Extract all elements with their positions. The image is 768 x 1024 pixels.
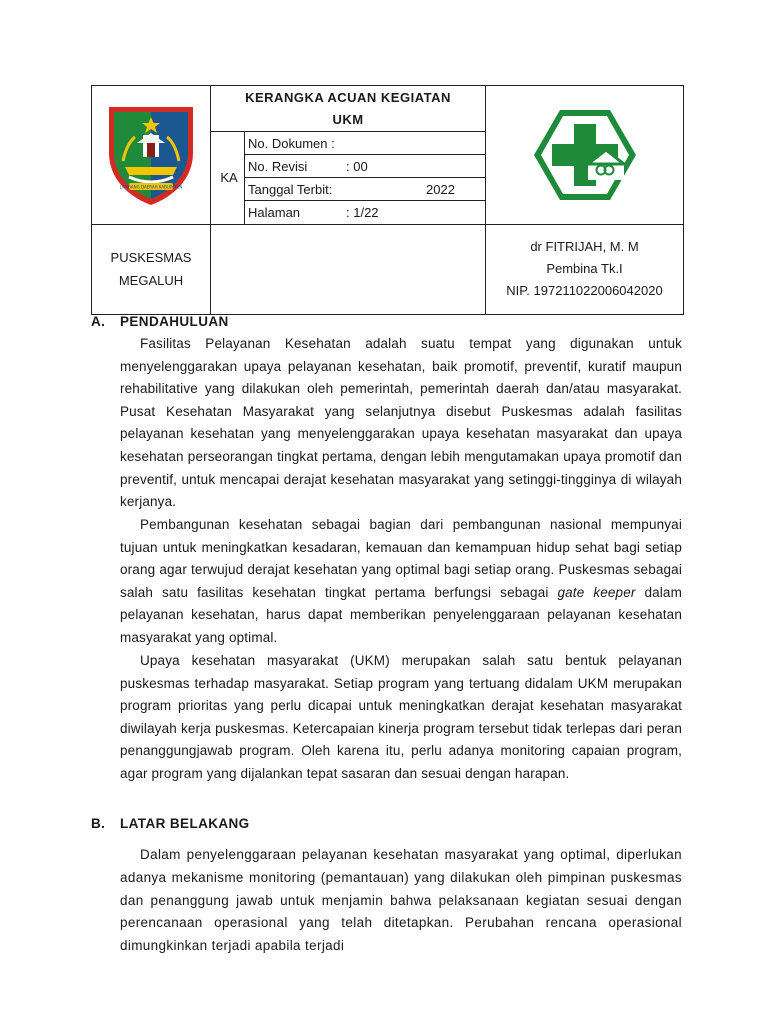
section-a-paragraph-1: Fasilitas Pelayanan Kesehatan adalah suatu tempat yang digunakan untuk menyelenggarakan upaya pelayanan kesehatan, baik promotif, preventif, kuratif maupun rehabilitative yang dilakukan oleh pemerintah, pemerintah daerah dan/atau masyarakat. Pusat Kesehatan Masyarakat yang selanjutnya disebut Puskesmas adalah fasilitas pelayanan kesehatan yang menyelenggarakan upaya kesehatan masyarakat dan upaya kesehatan perseorangan tingkat pertama, dengan lebih mengutamakan upaya promotif dan preventif, untuk mencapai derajat kesehatan masyarakat yang setinggi-tingginya di wilayah kerjanya.: [120, 336, 682, 510]
organization-name-line2: MEGALUH: [118, 273, 184, 289]
signatory-name: dr FITRIJAH, M. M: [530, 239, 639, 255]
section-b-heading: B. LATAR BELAKANG: [91, 816, 250, 831]
regency-logo-cell: [92, 86, 211, 225]
emblem-caption: LAMBANG DAERAH KABUPATEN: [119, 184, 183, 190]
empty-cell: [211, 224, 486, 314]
regency-emblem-icon: [103, 103, 199, 207]
meta-no-dokumen: No. Dokumen :: [245, 132, 486, 155]
puskesmas-logo-cell: [486, 86, 684, 225]
document-code-cell: KA: [211, 132, 245, 224]
organization-name-line1: PUSKESMAS: [110, 250, 192, 266]
meta-no-revisi: No. Revisi : 00: [245, 155, 486, 178]
section-a-heading: A. PENDAHULUAN: [91, 314, 229, 329]
document-title-line2: UKM: [332, 111, 364, 127]
document-title-cell: [211, 86, 486, 132]
section-a-paragraph-3: Upaya kesehatan masyarakat (UKM) merupakan salah satu bentuk pelayanan puskesmas terhadap masyarakat. Setiap program yang tertuang didalam UKM merupakan program prioritas yang perlu dicapai untuk meningkatkan derajat kesehatan masyarakat diwilayah kerja puskesmas. Ketercapaian kinerja program tersebut tidak terlepas dari peran penanggungjawab program. Oleh karena itu, perlu adanya monitoring capaian program, agar program yang dijalankan tepat sasaran dan sesuai dengan harapan.: [120, 653, 682, 781]
meta-halaman: Halaman : 1/22: [245, 201, 486, 224]
document-title-line1: KERANGKA ACUAN KEGIATAN: [245, 89, 451, 105]
meta-tanggal-terbit: Tanggal Terbit: 2022: [245, 178, 486, 201]
section-a-paragraph-2: Pembangunan kesehatan sebagai bagian dari pembangunan nasional mempunyai tujuan untuk meningkatkan kesadaran, kemauan dan kemampuan hidup sehat bagi setiap orang agar terwujud derajat kesehatan yang optimal bagi setiap orang. Puskesmas sebagai salah satu fasilitas kesehatan tingkat pertama berfungsi sebagai gate keeper dalam pelayanan kesehatan, harus dapat memberikan penyelenggaraan pelayanan kesehatan masyarakat yang optimal.: [120, 517, 682, 645]
signatory-nip: NIP. 197211022006042020: [506, 283, 663, 299]
puskesmas-cross-logo-icon: [530, 106, 640, 204]
organization-name-cell: [92, 224, 211, 314]
section-b-paragraph-1: Dalam penyelenggaraan pelayanan kesehatan masyarakat yang optimal, diperlukan adanya mekanisme monitoring (pemantauan) yang dilakukan oleh pimpinan puskesmas dan penanggung jawab untuk menjamin bahwa pelaksanaan kegiatan sesuai dengan perencanaan operasional yang telah ditetapkan. Perubahan rencana operasional dimungkinkan terjadi apabila terjadi: [120, 847, 682, 954]
document-header-table: [91, 85, 684, 315]
signatory-rank: Pembina Tk.I: [546, 261, 623, 277]
signatory-cell: [486, 224, 684, 314]
